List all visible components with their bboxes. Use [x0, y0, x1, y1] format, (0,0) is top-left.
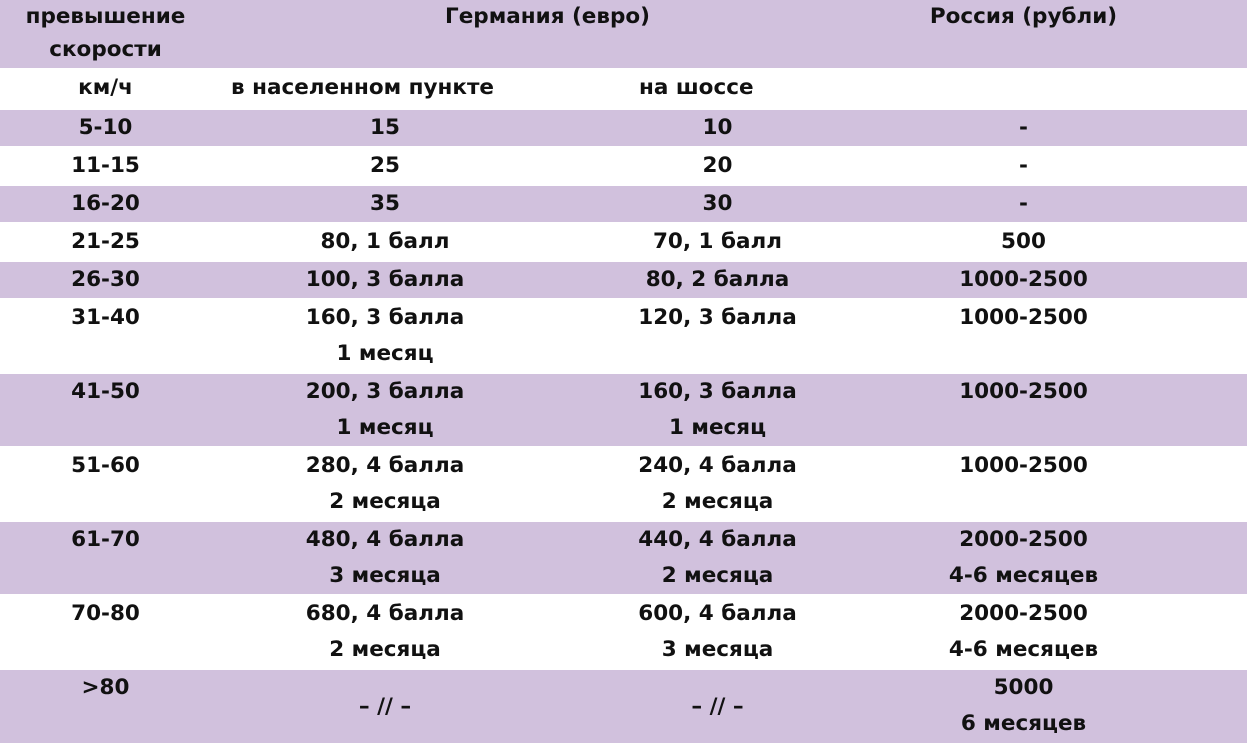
russia-suspension: 6 месяцев: [960, 711, 1087, 736]
russia-value: 5000: [993, 675, 1054, 700]
header-speed-line2: скорости: [49, 37, 162, 62]
city-cell: [215, 447, 555, 521]
speed-cell: 70-80: [0, 595, 215, 669]
city-value: 200, 3 балла: [305, 379, 465, 404]
highway-cell: [555, 669, 880, 743]
table-row: [0, 147, 1247, 185]
russia-cell: [880, 147, 1247, 185]
table-row: [0, 261, 1247, 299]
table-row: [0, 595, 1247, 669]
table-row: [0, 373, 1247, 447]
russia-value: 1000-2500: [959, 267, 1088, 292]
russia-cell: [880, 185, 1247, 223]
city-cell: [215, 223, 555, 261]
header-speed-cell: [0, 0, 215, 69]
subheader-city: в населенном пункте: [215, 69, 555, 109]
header-speed-line1: превышение: [25, 4, 186, 29]
city-value: 80, 1 балл: [320, 229, 450, 254]
city-cell: [215, 261, 555, 299]
speed-cell: 11-15: [0, 147, 215, 185]
header-russia: Россия (рубли): [880, 0, 1247, 69]
city-value: 280, 4 балла: [305, 453, 465, 478]
table-row: [0, 299, 1247, 373]
city-value: 160, 3 балла: [305, 305, 465, 330]
highway-cell: [555, 521, 880, 595]
highway-value: 10: [702, 115, 733, 140]
highway-value: – // –: [691, 693, 744, 719]
subheader-russia-empty: [880, 69, 1247, 109]
city-cell: [215, 595, 555, 669]
header-row: [0, 0, 1247, 69]
russia-cell: [880, 261, 1247, 299]
speed-cell: 61-70: [0, 521, 215, 595]
speed-cell: 41-50: [0, 373, 215, 447]
highway-suspension: 1 месяц: [668, 415, 767, 440]
header-germany: Германия (евро): [215, 0, 880, 69]
russia-cell: [880, 109, 1247, 147]
table-row: [0, 521, 1247, 595]
russia-cell: [880, 595, 1247, 669]
russia-value: 2000-2500: [959, 601, 1088, 626]
highway-value: 30: [702, 191, 733, 216]
highway-cell: [555, 147, 880, 185]
city-cell: [215, 299, 555, 373]
russia-cell: [880, 223, 1247, 261]
russia-value: -: [1019, 191, 1028, 216]
highway-value: 70, 1 балл: [652, 229, 783, 254]
table-row: [0, 185, 1247, 223]
city-value: 680, 4 балла: [305, 601, 465, 626]
russia-value: -: [1019, 115, 1028, 140]
highway-cell: [555, 223, 880, 261]
russia-cell: [880, 669, 1247, 743]
highway-suspension: 2 месяца: [661, 489, 774, 514]
highway-value: 20: [702, 153, 733, 178]
city-cell: [215, 147, 555, 185]
russia-suspension: 4-6 месяцев: [948, 563, 1099, 588]
city-value: 25: [370, 153, 400, 178]
speed-cell: 21-25: [0, 223, 215, 261]
city-cell: [215, 669, 555, 743]
russia-value: 1000-2500: [959, 305, 1088, 330]
city-suspension: 1 месяц: [336, 415, 434, 440]
russia-value: 1000-2500: [959, 453, 1088, 478]
highway-cell: [555, 185, 880, 223]
russia-cell: [880, 373, 1247, 447]
russia-cell: [880, 447, 1247, 521]
table-row: [0, 447, 1247, 521]
city-value: 35: [370, 191, 400, 216]
russia-value: 1000-2500: [959, 379, 1088, 404]
highway-value: 80, 2 балла: [645, 267, 790, 292]
city-value: 480, 4 балла: [305, 527, 465, 552]
speed-cell: 26-30: [0, 261, 215, 299]
subheader-highway: на шоссе: [555, 69, 880, 109]
city-suspension: 3 месяца: [329, 563, 441, 588]
city-cell: [215, 373, 555, 447]
russia-value: -: [1019, 153, 1028, 178]
highway-cell: [555, 299, 880, 373]
highway-cell: [555, 595, 880, 669]
russia-cell: [880, 299, 1247, 373]
highway-value: 120, 3 балла: [638, 305, 797, 330]
subheader-row: [0, 69, 1247, 109]
city-cell: [215, 521, 555, 595]
city-value: 15: [370, 115, 400, 140]
table-row: [0, 669, 1247, 743]
speed-cell: 5-10: [0, 109, 215, 147]
subheader-unit: км/ч: [0, 69, 215, 109]
highway-value: 160, 3 балла: [638, 379, 797, 404]
speed-cell: 31-40: [0, 299, 215, 373]
highway-value: 600, 4 балла: [638, 601, 797, 626]
speed-cell: 51-60: [0, 447, 215, 521]
highway-cell: [555, 373, 880, 447]
highway-cell: [555, 447, 880, 521]
city-value: – // –: [358, 693, 412, 719]
highway-suspension: 3 месяца: [661, 637, 774, 662]
russia-value: 500: [1001, 229, 1046, 254]
highway-value: 240, 4 балла: [638, 453, 797, 478]
city-cell: [215, 185, 555, 223]
russia-suspension: 4-6 месяцев: [948, 637, 1099, 662]
speed-cell: 16-20: [0, 185, 215, 223]
city-suspension: 2 месяца: [329, 489, 441, 514]
table-row: [0, 109, 1247, 147]
city-suspension: 1 месяц: [336, 341, 434, 366]
highway-cell: [555, 261, 880, 299]
highway-cell: [555, 109, 880, 147]
highway-suspension: 2 месяца: [661, 563, 774, 588]
city-value: 100, 3 балла: [305, 267, 465, 292]
russia-cell: [880, 521, 1247, 595]
speed-cell: >80: [0, 669, 215, 743]
highway-value: 440, 4 балла: [638, 527, 797, 552]
table-row: [0, 223, 1247, 261]
russia-value: 2000-2500: [959, 527, 1088, 552]
city-suspension: 2 месяца: [329, 637, 441, 662]
city-cell: [215, 109, 555, 147]
